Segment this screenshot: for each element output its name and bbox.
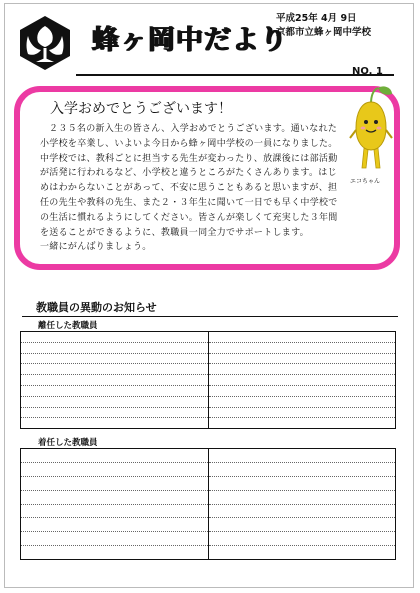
issue-number: NO. 1 xyxy=(352,66,383,77)
table-row xyxy=(209,449,395,463)
table-row xyxy=(21,463,208,477)
table-row xyxy=(209,408,395,419)
departed-column-right xyxy=(208,332,395,429)
table-row xyxy=(21,375,208,386)
issue-date: 平成25年 4月 9日 xyxy=(276,13,357,24)
table-row xyxy=(21,491,208,505)
eco-mascot-icon xyxy=(348,84,394,182)
table-row xyxy=(21,477,208,491)
table-row xyxy=(21,408,208,419)
table-row xyxy=(209,386,395,397)
table-row xyxy=(21,354,208,365)
table-row xyxy=(209,505,395,519)
welcome-paragraph: ２３５名の新入生の皆さん、入学おめでとうございます。通いなれた小学校を卒業し、いよいよ今日から蜂ヶ岡中学校の一員になりました。中学校では、教科ごとに担当する先生が変わったり、放課後には部活動が活発に行われるなど、小学校と違うところがたくさんあります。はじめはわからないことがあって、不安に思うこともあると思いますが、担任の先生や教科の先生、また２・３年生に聞いて一日でも早く中学校での生活に慣れるようにしてください。皆さんが楽しくて充実した３年間を送ることができるように、教職員一同全力でサポートします。 xyxy=(40,124,338,238)
table-row xyxy=(209,343,395,354)
arrived-column-left xyxy=(21,449,208,560)
table-row xyxy=(209,375,395,386)
header-rule xyxy=(76,74,394,76)
header-meta xyxy=(276,12,410,40)
table-row xyxy=(209,354,395,365)
table-row xyxy=(21,546,208,560)
table-row xyxy=(209,477,395,491)
newsletter-title: 蜂ヶ岡中だより xyxy=(92,25,288,56)
table-row xyxy=(21,418,208,429)
welcome-message xyxy=(40,122,340,260)
table-row xyxy=(209,491,395,505)
arrived-staff-table xyxy=(20,448,396,560)
welcome-title: 入学おめでとうございます！ xyxy=(50,101,232,117)
departed-heading: 離任した教職員 xyxy=(38,321,98,331)
table-row xyxy=(209,397,395,408)
table-row xyxy=(209,463,395,477)
table-row xyxy=(209,418,395,429)
table-row xyxy=(21,386,208,397)
table-row xyxy=(209,364,395,375)
school-crest-icon xyxy=(16,12,74,74)
table-row xyxy=(21,332,208,343)
section-rule xyxy=(22,316,398,317)
school-name: 京都市立蜂ヶ岡中学校 xyxy=(276,27,372,38)
table-row xyxy=(21,505,208,519)
table-row xyxy=(21,364,208,375)
table-row xyxy=(209,546,395,560)
departed-staff-table xyxy=(20,331,396,429)
section-title: 教職員の異動のお知らせ xyxy=(36,301,157,314)
departed-column-left xyxy=(21,332,208,429)
table-row xyxy=(21,518,208,532)
welcome-closing: 一緒にがんばりましょう。 xyxy=(40,242,152,253)
table-row xyxy=(21,449,208,463)
table-row xyxy=(21,397,208,408)
table-row xyxy=(21,343,208,354)
table-row xyxy=(21,532,208,546)
table-row xyxy=(209,518,395,532)
arrived-heading: 着任した教職員 xyxy=(38,438,98,448)
table-row xyxy=(209,332,395,343)
mascot-caption: エコちゃん xyxy=(350,178,381,185)
table-row xyxy=(209,532,395,546)
arrived-column-right xyxy=(208,449,395,560)
